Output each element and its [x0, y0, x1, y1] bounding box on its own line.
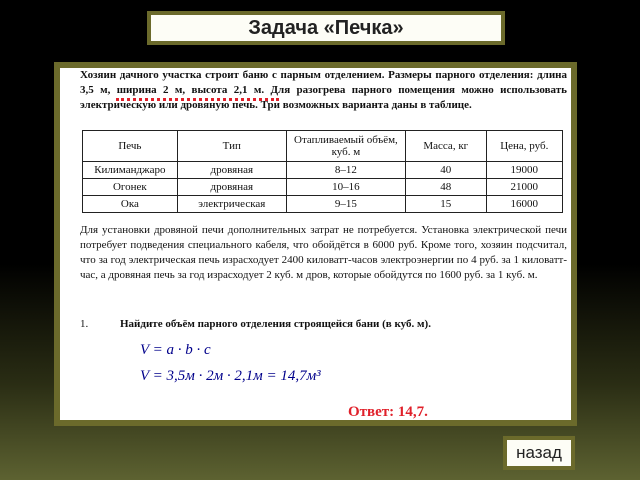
- volume-formula: V = a · b · c: [140, 342, 211, 358]
- problem-intro: Хозяин дачного участка строит баню с парным отделением. Размеры парного отделения: длина 3,5 м, ширина 2 м, высота 2,1 м. Для разогрева парного помещения можно использовать электрическую или дровяную печь. Три возможных варианта даны в таблице.: [80, 69, 567, 111]
- table-cell: электрическая: [177, 196, 286, 213]
- question-number: 1.: [80, 318, 89, 330]
- table-cell: Ока: [83, 196, 178, 213]
- back-button[interactable]: назад: [503, 436, 575, 470]
- problem-card: [54, 62, 577, 426]
- table-row: [83, 179, 563, 196]
- column-header: Печь: [83, 131, 178, 162]
- table-cell: 40: [406, 162, 487, 179]
- column-header: Цена, руб.: [486, 131, 562, 162]
- problem-details: Для установки дровяной печи дополнительных затрат не потребуется. Установка электрической печи потребует подведения специального кабеля, что обойдётся в 6000 руб. Кроме того, хозяин подсчитал, что за год электрическая печь израсходует 2400 киловатт-часов электроэнергии по 4 руб. за 1 киловатт-час, а дровяная печь за год израсходует 2 куб. м дров, которые обойдутся по 1600 руб. за 1 куб. м.: [80, 224, 567, 281]
- table-cell: 21000: [486, 179, 562, 196]
- column-header: Тип: [177, 131, 286, 162]
- answer-text: Ответ: 14,7.: [348, 404, 428, 420]
- stoves-table: [82, 130, 563, 213]
- table-header-row: [83, 131, 563, 162]
- table-row: [83, 196, 563, 213]
- column-header: Отапливаемый объём, куб. м: [286, 131, 405, 162]
- table-cell: Килиманджаро: [83, 162, 178, 179]
- table-cell: 9–15: [286, 196, 405, 213]
- dimensions-highlight: [116, 98, 279, 101]
- table-row: [83, 162, 563, 179]
- table-cell: 19000: [486, 162, 562, 179]
- table-cell: дровяная: [177, 179, 286, 196]
- volume-calculation: V = 3,5м · 2м · 2,1м = 14,7м³: [140, 368, 321, 384]
- table-cell: 48: [406, 179, 487, 196]
- table-cell: 8–12: [286, 162, 405, 179]
- slide-title: Задача «Печка»: [147, 11, 505, 45]
- table-cell: 10–16: [286, 179, 405, 196]
- question: [80, 318, 431, 330]
- column-header: Масса, кг: [406, 131, 487, 162]
- table-cell: Огонек: [83, 179, 178, 196]
- table-cell: дровяная: [177, 162, 286, 179]
- table-cell: 15: [406, 196, 487, 213]
- question-text: Найдите объём парного отделения строящейся бани (в куб. м).: [120, 318, 431, 330]
- table-cell: 16000: [486, 196, 562, 213]
